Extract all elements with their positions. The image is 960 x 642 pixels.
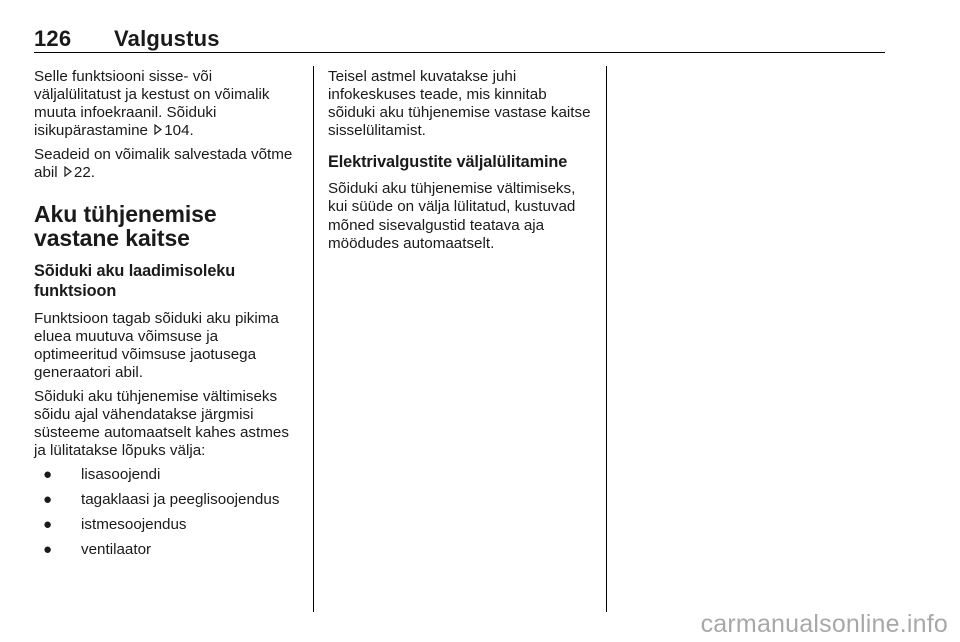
paragraph-reduction: Sõiduki aku tühjenemise vältimiseks sõidu ajal vähendatakse järgmisi süsteeme automaatselt kahes astmes ja lülitatakse lõpuks välja: xyxy=(34,387,289,460)
paragraph-interior-lights: Sõiduki aku tühjenemise vältimiseks, kui süüde on välja lülitatud, kustuvad mõned sisevalgustid teatava aja möödudes automaatselt. xyxy=(328,180,576,252)
paragraph-save-settings: Seadeid on võimalik salvestada võtme abil 22. xyxy=(34,146,293,182)
column-middle xyxy=(328,68,596,259)
page-number: 126 xyxy=(34,26,72,51)
bullet-dot-icon: ● xyxy=(43,491,53,509)
page-reference[interactable]: 22 xyxy=(73,164,91,182)
list-item: ● ventilaator xyxy=(43,541,152,559)
column-divider-left xyxy=(313,66,314,612)
paragraph-function: Funktsioon tagab sõiduki aku pikima eluea muutuva võimsuse ja optimeeritud võimsuse jaotusega generaatori abil. xyxy=(34,309,279,381)
column-divider-right xyxy=(606,66,607,612)
bullet-list xyxy=(34,466,302,566)
list-item: ● lisasoojendi xyxy=(43,466,161,484)
section-heading: Aku tühjenemise vastane kaitse xyxy=(34,200,217,252)
triangle-right-outline-icon xyxy=(154,124,162,135)
bullet-dot-icon: ● xyxy=(43,466,53,484)
section-title: Valgustus xyxy=(114,26,220,51)
column-left xyxy=(34,68,302,566)
watermark: carmanualsonline.info xyxy=(700,610,948,638)
paragraph-stage-two: Teisel astmel kuvatakse juhi infokeskuses teade, mis kinnitab sõiduki aku tühjenemise vastase kaitse sisselülitamist. xyxy=(328,68,591,140)
bullet-dot-icon: ● xyxy=(43,516,53,534)
page-reference[interactable]: 104 xyxy=(164,122,190,140)
list-item: ● tagaklaasi ja peeglisoojendus xyxy=(43,491,280,509)
paragraph-settings: Selle funktsiooni sisse- või väljalülitatust ja kestust on võimalik muuta infoekraanil. Sõiduki isikupärastamine 104. xyxy=(34,68,270,140)
triangle-right-outline-icon xyxy=(64,166,72,177)
subsection-heading: Sõiduki aku laadimisoleku funktsioon xyxy=(34,261,236,300)
page-header xyxy=(34,26,885,53)
list-item: ● istmesoojendus xyxy=(43,516,187,534)
subsection-heading: Elektrivalgustite väljalülitamine xyxy=(328,153,568,172)
bullet-dot-icon: ● xyxy=(43,541,53,559)
